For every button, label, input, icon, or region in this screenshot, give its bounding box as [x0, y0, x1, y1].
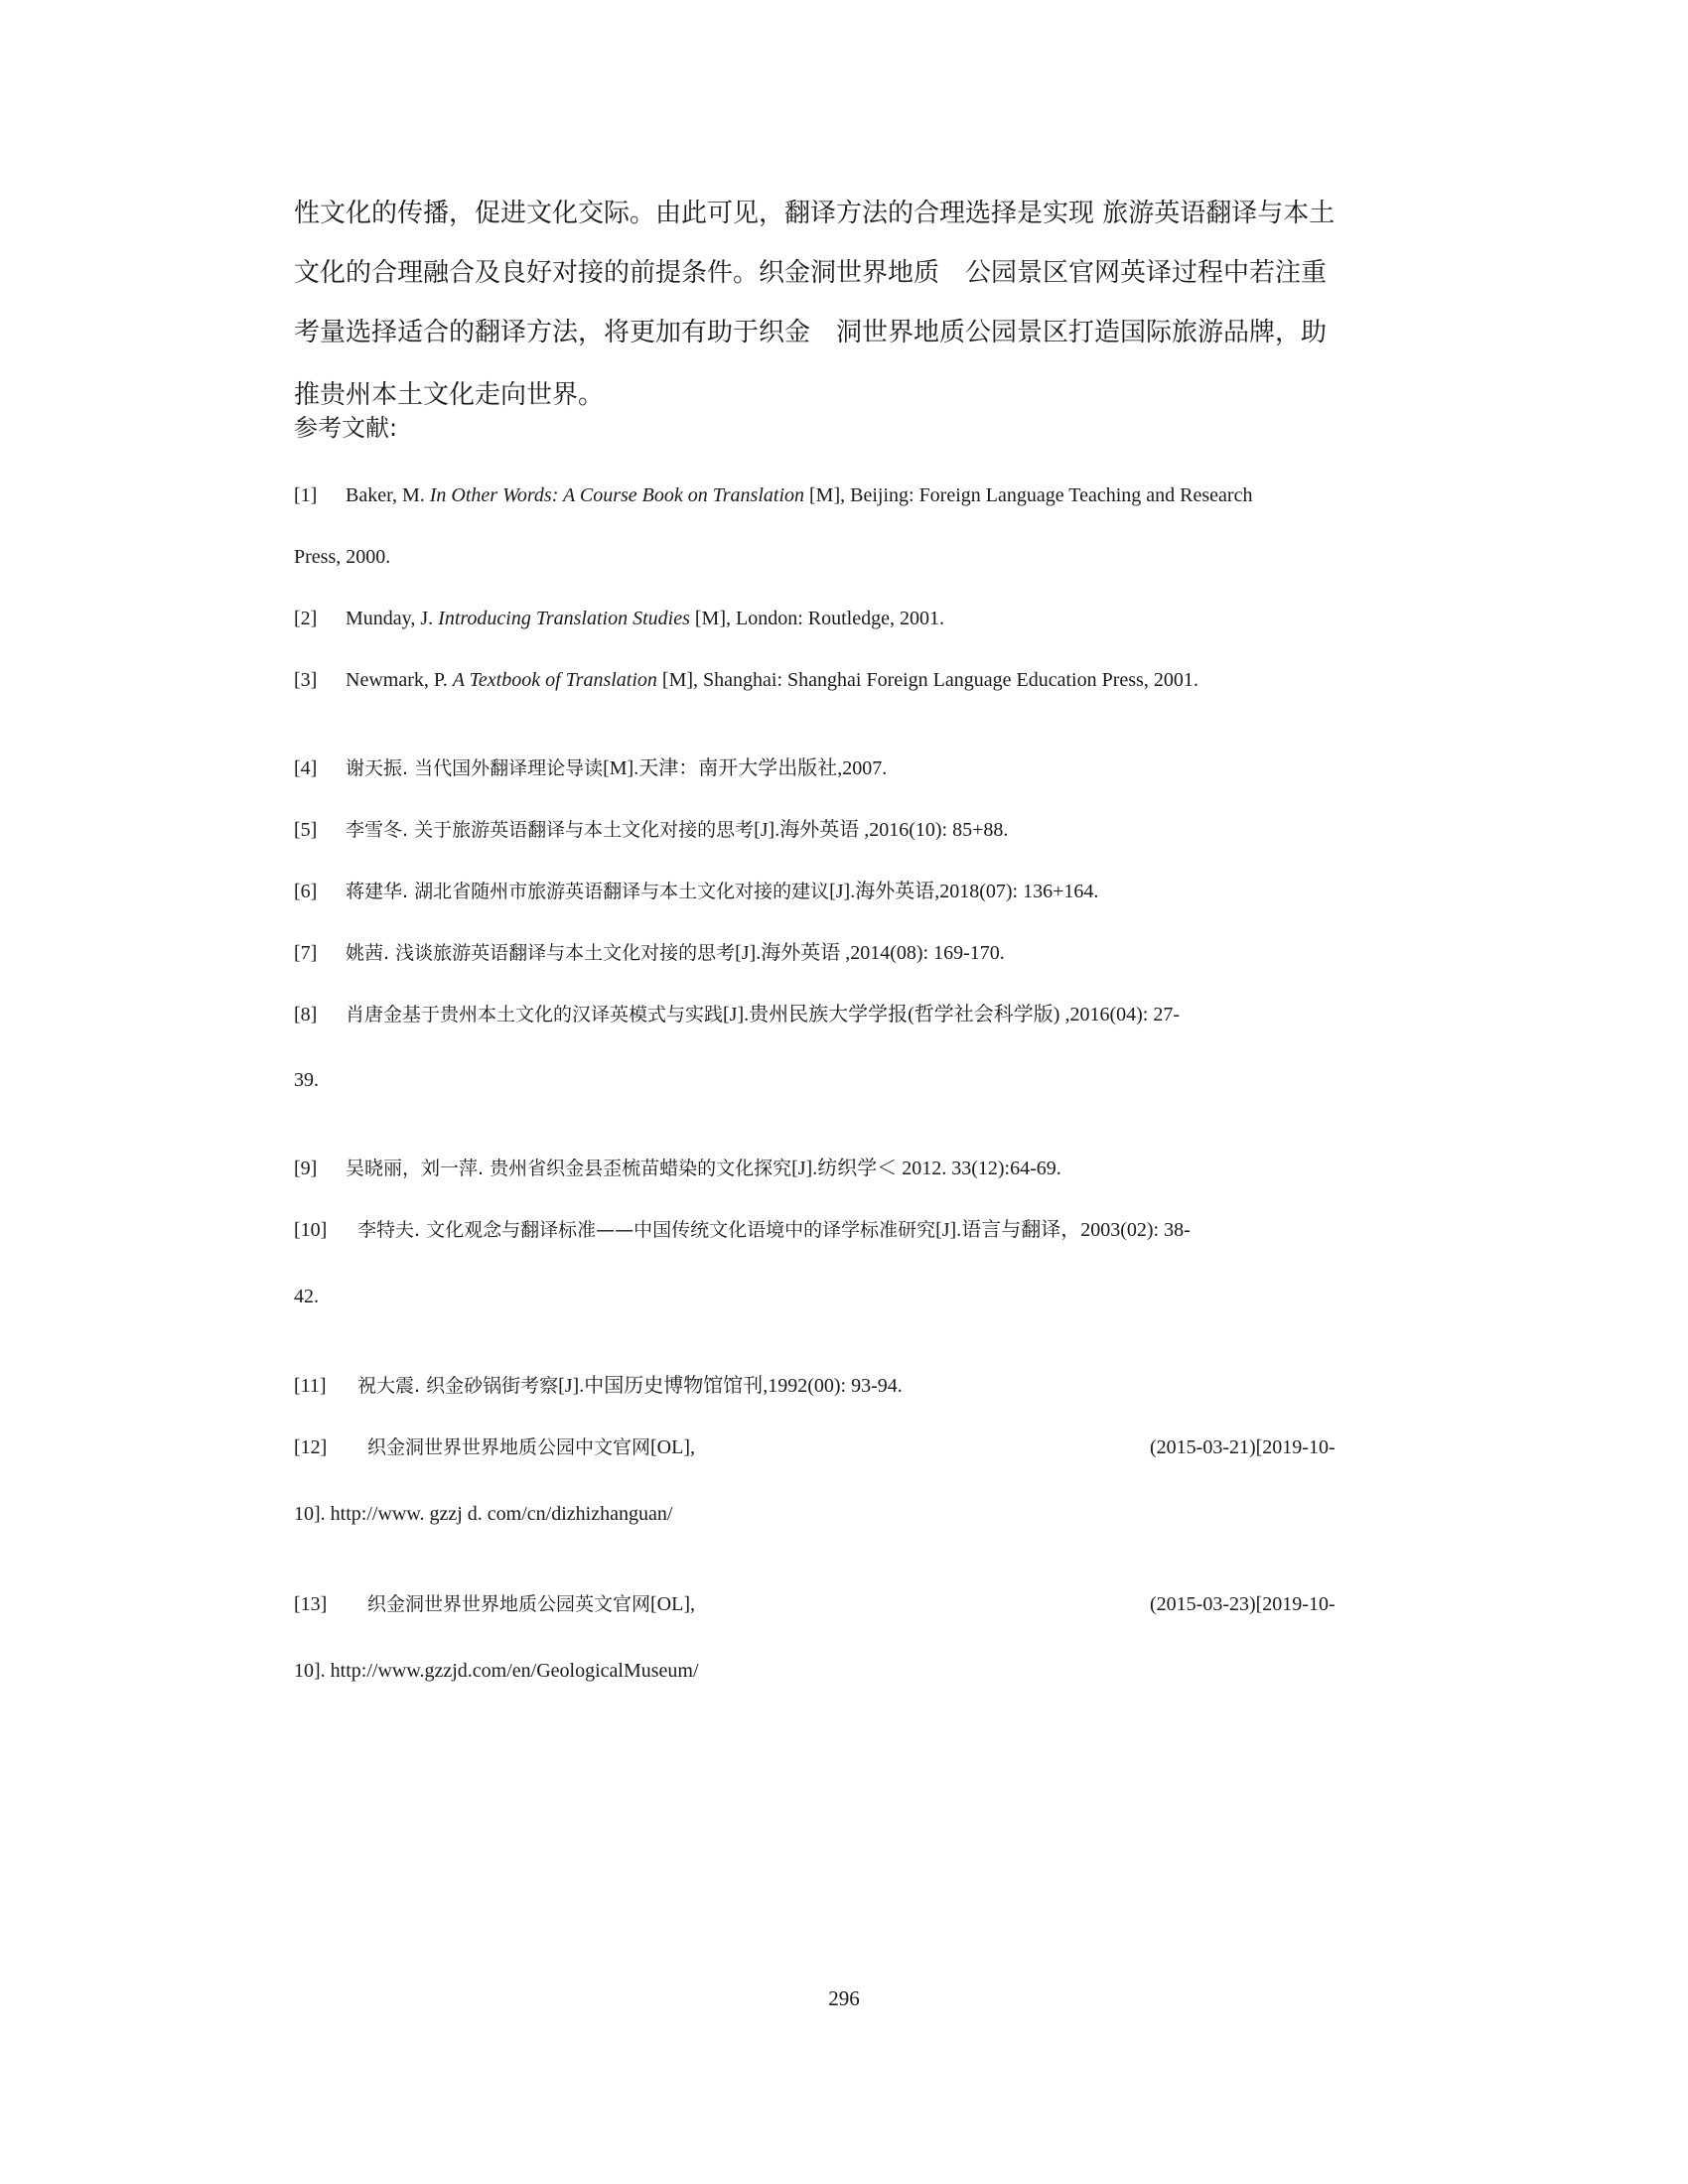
- reference-continuation: 39.: [294, 1069, 319, 1091]
- reference-author: Munday, J.: [346, 608, 439, 629]
- reference-number: [3]: [294, 669, 318, 691]
- paragraph-line: 考量选择适合的翻译方法，将更加有助于织金 洞世界地质公园景区打造国际旅游品牌，助: [294, 318, 1328, 347]
- reference-title: A Textbook of Translation: [452, 669, 657, 691]
- paragraph-line: 性文化的传播，促进文化交际。由此可见，翻译方法的合理选择是实现 旅游英语翻译与本土: [294, 199, 1336, 228]
- reference-item-3: [294, 667, 1198, 693]
- reference-item-5: [294, 817, 1008, 843]
- reference-item-12: [294, 1434, 695, 1460]
- reference-author-title: 蒋建华. 湖北省随州市旅游英语翻译与本土文化对接的建议: [346, 881, 830, 902]
- reference-item-11: [294, 1373, 903, 1399]
- reference-author-title: 吴晓丽，刘一萍. 贵州省织金县歪梳苗蜡染的文化探究: [346, 1158, 792, 1179]
- reference-url: 10]. http://www. gzzj d. com/cn/dizhizhanguan/: [294, 1503, 673, 1525]
- reference-author-title: 祝大震. 织金砂锅街考察: [357, 1375, 559, 1397]
- reference-author-title: 李特夫. 文化观念与翻译标准——中国传统文化语境中的译学标准研究: [357, 1219, 936, 1241]
- reference-details: [J].中国历史博物馆馆刊,1992(00): 93-94.: [558, 1375, 903, 1397]
- reference-details: [J].海外英语 ,2016(10): 85+88.: [754, 819, 1009, 841]
- reference-details: [M].天津：南开大学出版社,2007.: [603, 757, 888, 779]
- reference-details: [M], Shanghai: Shanghai Foreign Language Education Press, 2001.: [656, 669, 1198, 691]
- reference-item-4: [294, 755, 887, 781]
- reference-details: [M], London: Routledge, 2001.: [689, 608, 944, 629]
- references-heading: 参考文献:: [294, 414, 398, 442]
- reference-item-1: [294, 482, 1252, 508]
- reference-details: [OL],: [650, 1436, 695, 1458]
- reference-author-title: 谢天振. 当代国外翻译理论导读: [346, 757, 604, 779]
- reference-number: [13]: [294, 1593, 328, 1615]
- reference-author: Newmark, P.: [346, 669, 453, 691]
- reference-author-title: 李雪冬. 关于旅游英语翻译与本土文化对接的思考: [346, 819, 755, 841]
- reference-details: [M], Beijing: Foreign Language Teaching and Research: [804, 484, 1253, 506]
- page-number: 296: [828, 1986, 860, 2010]
- reference-date: (2015-03-21)[2019-10-: [1150, 1436, 1336, 1458]
- reference-details: [J].海外英语,2018(07): 136+164.: [829, 881, 1099, 902]
- reference-date: (2015-03-23)[2019-10-: [1150, 1593, 1336, 1615]
- reference-continuation: Press, 2000.: [294, 546, 391, 568]
- reference-number: [2]: [294, 608, 318, 629]
- reference-author-title: 织金洞世界世界地质公园英文官网: [367, 1593, 651, 1615]
- reference-item-2: [294, 606, 944, 631]
- reference-number: [12]: [294, 1436, 328, 1458]
- reference-continuation: 42.: [294, 1286, 319, 1307]
- reference-item-13: [294, 1591, 695, 1617]
- reference-number: [7]: [294, 942, 318, 964]
- reference-title: In Other Words: A Course Book on Translation: [429, 484, 805, 506]
- reference-number: [1]: [294, 484, 318, 506]
- reference-number: [8]: [294, 1004, 318, 1025]
- reference-number: [4]: [294, 757, 318, 779]
- reference-details: [J].语言与翻译，2003(02): 38-: [935, 1219, 1191, 1241]
- reference-number: [9]: [294, 1158, 318, 1179]
- paragraph-line: 文化的合理融合及良好对接的前提条件。织金洞世界地质 公园景区官网英译过程中若注重: [294, 258, 1328, 288]
- reference-item-6: [294, 879, 1098, 904]
- reference-author: Baker, M.: [346, 484, 430, 506]
- reference-author-title: 织金洞世界世界地质公园中文官网: [367, 1436, 651, 1458]
- reference-number: [11]: [294, 1375, 327, 1397]
- reference-details: [OL],: [650, 1593, 695, 1615]
- reference-item-8: [294, 1002, 1180, 1027]
- reference-item-9: [294, 1156, 1061, 1181]
- paragraph-line: 推贵州本土文化走向世界。: [294, 380, 605, 410]
- reference-item-7: [294, 940, 1005, 966]
- reference-details: [J].纺织学＜ 2012. 33(12):64-69.: [791, 1158, 1061, 1179]
- reference-author-title: 肖唐金基于贵州本土文化的汉译英模式与实践: [346, 1004, 724, 1025]
- reference-item-10: [294, 1217, 1191, 1243]
- reference-details: [J].贵州民族大学学报(哲学社会科学版) ,2016(04): 27-: [723, 1004, 1180, 1025]
- reference-author-title: 姚茜. 浅谈旅游英语翻译与本土文化对接的思考: [346, 942, 736, 964]
- reference-title: Introducing Translation Studies: [438, 608, 690, 629]
- reference-url: 10]. http://www.gzzjd.com/en/GeologicalMuseum/: [294, 1660, 699, 1682]
- reference-number: [10]: [294, 1219, 328, 1241]
- reference-number: [6]: [294, 881, 318, 902]
- reference-number: [5]: [294, 819, 318, 841]
- reference-details: [J].海外英语 ,2014(08): 169-170.: [735, 942, 1005, 964]
